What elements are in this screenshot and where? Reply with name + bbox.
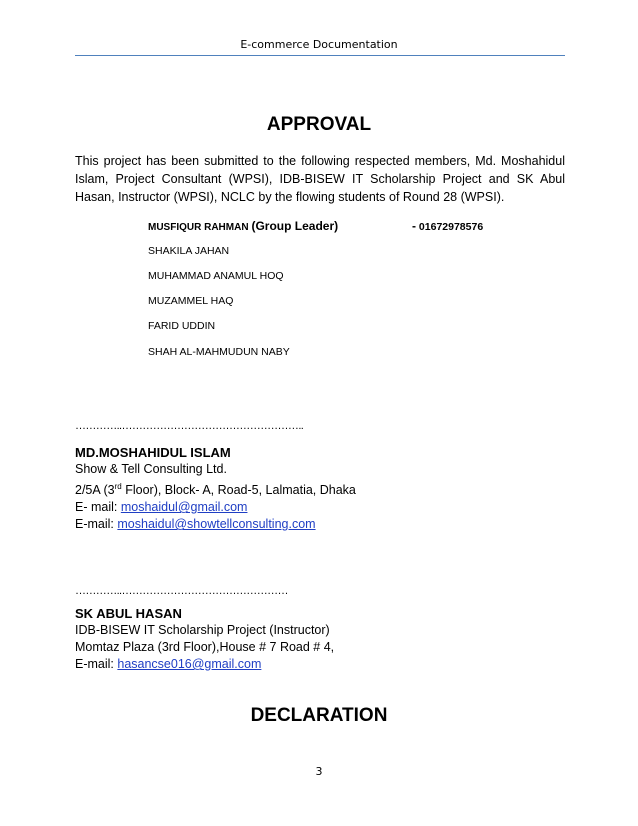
phone-dash: - bbox=[412, 219, 416, 233]
signatory-1-name: MD.MOSHAHIDUL ISLAM bbox=[75, 445, 231, 460]
signatory-2-name: SK ABUL HASAN bbox=[75, 606, 182, 621]
phone-number: 01672978576 bbox=[418, 221, 484, 233]
signatory-2-address: Momtaz Plaza (3rd Floor),House # 7 Road # 4, bbox=[75, 640, 335, 654]
signature-line-1: …………..…………………………………………….. bbox=[75, 420, 304, 432]
declaration-title: DECLARATION bbox=[250, 705, 388, 726]
signatory-1-email-2: E-mail: moshaidul@showtellconsulting.com bbox=[75, 517, 316, 532]
paragraph-line: This project has been submitted to the following respected members, Md. Moshahidul bbox=[75, 154, 565, 168]
signatory-1-address: 2/5A (3rd Floor), Block- A, Road-5, Lalmatia, Dhaka bbox=[75, 482, 356, 498]
page-header: E-commerce Documentation bbox=[240, 38, 398, 51]
approval-title: APPROVAL bbox=[266, 114, 372, 135]
signatory-1-email-1: E- mail: moshaidul@gmail.com bbox=[75, 500, 248, 515]
member-name: FARID UDDIN bbox=[148, 320, 216, 332]
signatory-1-company: Show & Tell Consulting Ltd. bbox=[75, 462, 227, 476]
page-number: 3 bbox=[315, 765, 323, 778]
member-name: SHAH AL-MAHMUDUN NABY bbox=[148, 346, 290, 358]
header-divider bbox=[75, 55, 565, 56]
signatory-2 bbox=[75, 605, 334, 673]
email-link[interactable]: hasancse016@gmail.com bbox=[117, 657, 262, 671]
member-name: MUZAMMEL HAQ bbox=[148, 295, 234, 307]
leader-role: (Group Leader) bbox=[251, 219, 339, 233]
signature-line-2: …………..………………………………………… bbox=[75, 585, 288, 597]
member-name: MUHAMMAD ANAMUL HOQ bbox=[148, 270, 284, 282]
email-link[interactable]: moshaidul@showtellconsulting.com bbox=[117, 517, 316, 532]
signatory-2-role: IDB-BISEW IT Scholarship Project (Instructor) bbox=[75, 623, 330, 637]
approval-paragraph bbox=[75, 152, 565, 206]
leader-name: MUSFIQUR RAHMAN bbox=[148, 222, 249, 233]
leader-phone bbox=[412, 219, 483, 233]
member-name: SHAKILA JAHAN bbox=[148, 245, 230, 257]
paragraph-line: Hasan, Instructor (WPSI), NCLC by the flowing students of Round 28 (WPSI). bbox=[75, 190, 505, 204]
paragraph-line: Islam, Project Consultant (WPSI), IDB-BISEW IT Scholarship Project and SK Abul bbox=[75, 172, 565, 186]
email-link[interactable]: moshaidul@gmail.com bbox=[120, 500, 248, 515]
signatory-1 bbox=[75, 444, 356, 533]
signatory-2-email: E-mail: hasancse016@gmail.com bbox=[75, 657, 262, 671]
